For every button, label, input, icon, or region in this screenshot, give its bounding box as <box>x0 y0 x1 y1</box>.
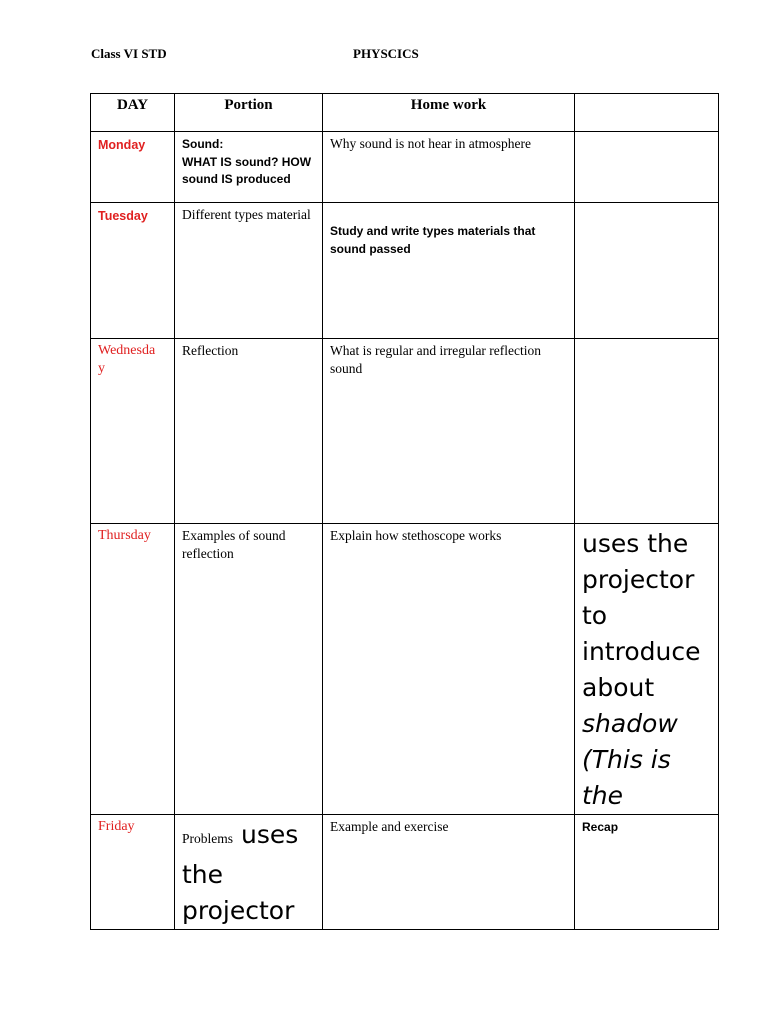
homework-text: Why sound is not hear in atmosphere <box>330 136 531 151</box>
homework-cell <box>323 203 575 339</box>
portion-large-text: uses the projector <box>182 820 299 925</box>
portion-cell <box>175 339 323 524</box>
portion-cell <box>175 132 323 203</box>
lesson-plan-table <box>90 93 719 930</box>
extra-cell <box>575 815 719 930</box>
day-cell <box>91 815 175 930</box>
table-row <box>91 524 719 815</box>
table-row <box>91 203 719 339</box>
portion-small-text: Problems <box>182 831 234 846</box>
projector-note <box>575 524 718 814</box>
column-header-portion: Portion <box>175 94 323 132</box>
portion-cell <box>175 203 323 339</box>
day-cell <box>91 524 175 815</box>
day-label: Friday <box>98 819 135 834</box>
column-header-day: DAY <box>91 94 175 132</box>
homework-text: Example and exercise <box>330 819 449 834</box>
extra-cell <box>575 339 719 524</box>
portion-text <box>175 815 322 929</box>
portion-cell <box>175 815 323 930</box>
extra-cell <box>575 203 719 339</box>
homework-cell <box>323 339 575 524</box>
portion-text: Examples of sound reflection <box>182 528 286 561</box>
portion-text: Reflection <box>182 343 239 358</box>
day-cell <box>91 203 175 339</box>
class-label: Class VI STD <box>91 46 167 61</box>
homework-text: Study and write types materials that sound passed <box>330 224 536 256</box>
extra-text <box>575 132 718 135</box>
table-row <box>91 815 719 930</box>
extra-text: Recap <box>582 820 619 834</box>
column-header-extra <box>575 94 719 132</box>
day-label-line-2: y <box>98 361 105 376</box>
portion-title: Sound: <box>182 137 224 151</box>
projector-note-text: uses the projector to introduce about <box>582 529 701 702</box>
subject-title: PHYSCICS <box>353 46 419 61</box>
day-cell <box>91 132 175 203</box>
extra-text <box>575 339 718 342</box>
day-label-line-1: Wednesda <box>98 343 156 358</box>
projector-note-italic: shadow (This is the <box>582 709 678 810</box>
homework-text: What is regular and irregular reflection sound <box>330 343 542 376</box>
extra-cell <box>575 524 719 815</box>
portion-body: WHAT IS sound? HOW sound IS produced <box>182 154 312 186</box>
homework-cell <box>323 524 575 815</box>
table-row <box>91 339 719 524</box>
extra-cell <box>575 132 719 203</box>
table-header-row <box>91 94 719 132</box>
portion-cell <box>175 524 323 815</box>
day-label: Monday <box>98 138 146 152</box>
homework-cell <box>323 815 575 930</box>
table-row <box>91 132 719 203</box>
homework-text: Explain how stethoscope works <box>330 528 502 543</box>
extra-text <box>575 203 718 206</box>
homework-cell <box>323 132 575 203</box>
portion-text: Different types material <box>182 207 311 222</box>
column-header-homework: Home work <box>323 94 575 132</box>
day-label: Tuesday <box>98 209 148 223</box>
day-label: Thursday <box>98 528 151 543</box>
day-label <box>91 339 174 378</box>
day-cell <box>91 339 175 524</box>
